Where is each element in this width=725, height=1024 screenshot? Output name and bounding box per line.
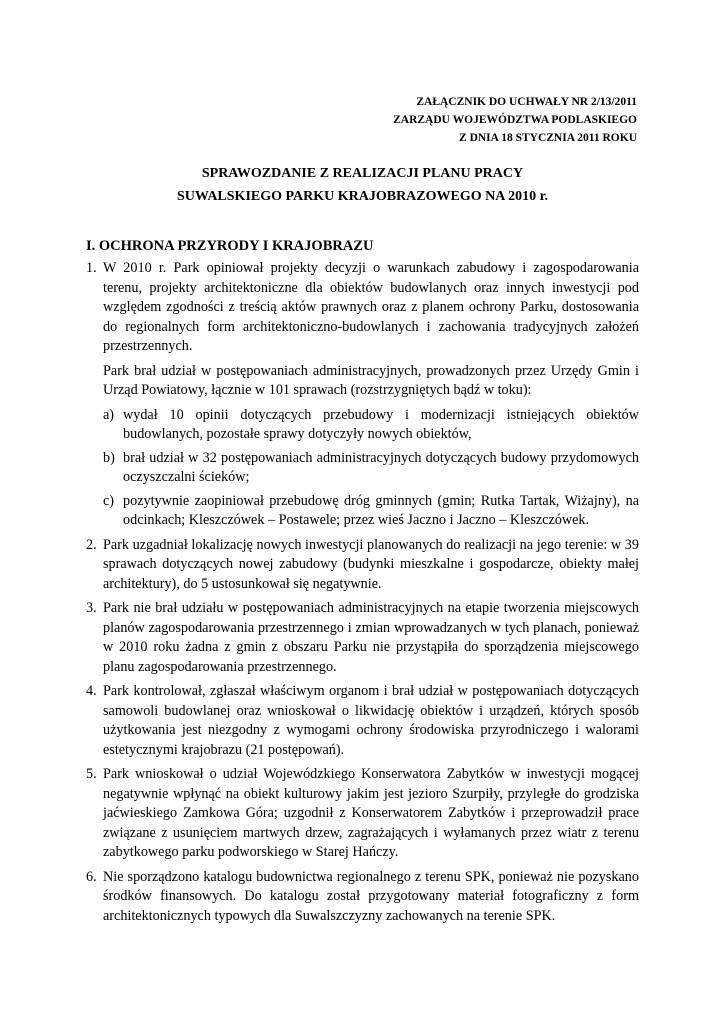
list-item-number: 1. [86, 260, 97, 276]
paragraph: Park uzgadniał lokalizację nowych inwestycji planowanych do realizacji na jego terenie: w 39 sprawach dotyczących nowej zabudowy (budynki mieszkalne i gospodarcze, obiekty małej architektury), do 5 ustosunkował się negatywnie. [103, 536, 639, 592]
paragraph: Park nie brał udziału w postępowaniach administracyjnych na etapie tworzenia miejscowych planów zagospodarowania przestrzennego i zmian wprowadzanych w tych planach, ponieważ w 2010 roku żadna z gmin z obszaru Parku nie przystąpiła do sporządzenia miejscowego planu zagospodarowania przestrzennego. [103, 600, 639, 675]
sub-list-text: pozytywnie zaopiniował przebudowę dróg gminnych (gmin; Rutka Tartak, Wiżajny), na odcinkach; Kleszczówek – Postawele; przez wieś Jaczno i Jaczno – Kleszczówek. [123, 492, 639, 528]
paragraph: W 2010 r. Park opiniował projekty decyzji o warunkach zabudowy i zagospodarowania terenu, projekty architektoniczne dla obiektów budowlanych oraz innych inwestycji pod względem zgodności z treścią aktów prawnych oraz z planem ochrony Parku, dostosowania do regionalnych form architektoniczno-budowlanych i zachowania tradycyjnych założeń przestrzennych. [103, 260, 639, 354]
list-item [86, 868, 639, 927]
list-item [86, 536, 639, 595]
title-line-2: SUWALSKIEGO PARKU KRAJOBRAZOWEGO NA 2010 r. [176, 189, 549, 204]
list-item [86, 259, 639, 531]
header-line-1: ZAŁĄCZNIK DO UCHWAŁY NR 2/13/2011 [416, 96, 637, 108]
list-item-content [103, 868, 639, 927]
resolution-header [393, 93, 637, 147]
report-title [0, 162, 725, 208]
sub-list-item [103, 406, 639, 445]
list-item-content [103, 682, 639, 760]
sub-list-letter: a) [103, 406, 115, 423]
list-item-number: 6. [86, 868, 97, 885]
paragraph: Park brał udział w postępowaniach administracyjnych, prowadzonych przez Urzędy Gmin i Urząd Powiatowy, łącznie w 101 sprawach (rozstrzygniętych bądź w toku): [103, 362, 639, 398]
sub-list-item [103, 492, 639, 531]
list-item-content [103, 536, 639, 595]
header-line-3: Z DNIA 18 STYCZNIA 2011 ROKU [459, 132, 637, 144]
list-item-number: 3. [86, 600, 97, 616]
list-item-content [103, 259, 639, 531]
sub-list-item [103, 449, 639, 488]
paragraph: Park kontrolował, zgłaszał właściwym organom i brał udział w postępowaniach dotyczących samowoli budowlanej oraz wnioskował o likwidację obiektów i urządzeń, których sposób użytkowania jest niezgodny z wymogami ochrony środowiska przyrodniczego i walorami estetycznymi krajobrazu (21 postępowań). [103, 683, 639, 758]
section-heading: I. OCHRONA PRZYRODY I KRAJOBRAZU [86, 238, 374, 254]
list-item [86, 765, 639, 863]
sub-list-letter: b) [103, 449, 115, 466]
title-line-1: SPRAWOZDANIE Z REALIZACJI PLANU PRACY [201, 166, 524, 181]
sub-list-letter: c) [103, 492, 115, 509]
list-item-number: 2. [86, 536, 97, 553]
list-item [86, 599, 639, 677]
sub-list-text: brał udział w 32 postępowaniach administracyjnych dotyczących budowy przydomowych oczyszczalni ścieków; [123, 449, 639, 485]
paragraph: Park wnioskował o udział Wojewódzkiego Konserwatora Zabytków w inwestycji mogącej negatywnie wpłynąć na obiekt kulturowy jakim jest jezioro Szurpiły, przyległe do grodziska jaćwieskiego Zamkowa Góra; uzgodnił z Konserwatorem Zabytków i przeprowadził prace związane z usunięciem martwych drzew, zagrażających i wyłamanych przez wiatr z terenu zabytkowego parku podworskiego w Starej Hańczy. [103, 766, 639, 860]
sub-list-text: wydał 10 opinii dotyczących przebudowy i modernizacji istniejących obiektów budowlanych, pozostałe sprawy dotyczyły nowych obiektów, [123, 406, 639, 442]
list-item-number: 4. [86, 683, 97, 699]
list-item [86, 682, 639, 760]
header-line-2: ZARZĄDU WOJEWÓDZTWA PODLASKIEGO [393, 114, 637, 126]
section-body [86, 259, 639, 931]
list-item-content [103, 599, 639, 677]
list-item-content [103, 765, 639, 863]
paragraph: Nie sporządzono katalogu budownictwa regionalnego z terenu SPK, ponieważ nie pozyskano środków finansowych. Do katalogu został przygotowany materiał fotograficzny z form architektonicznych typowych dla Suwalszczyzny zachowanych na terenie SPK. [103, 868, 639, 924]
list-item-number: 5. [86, 766, 97, 782]
